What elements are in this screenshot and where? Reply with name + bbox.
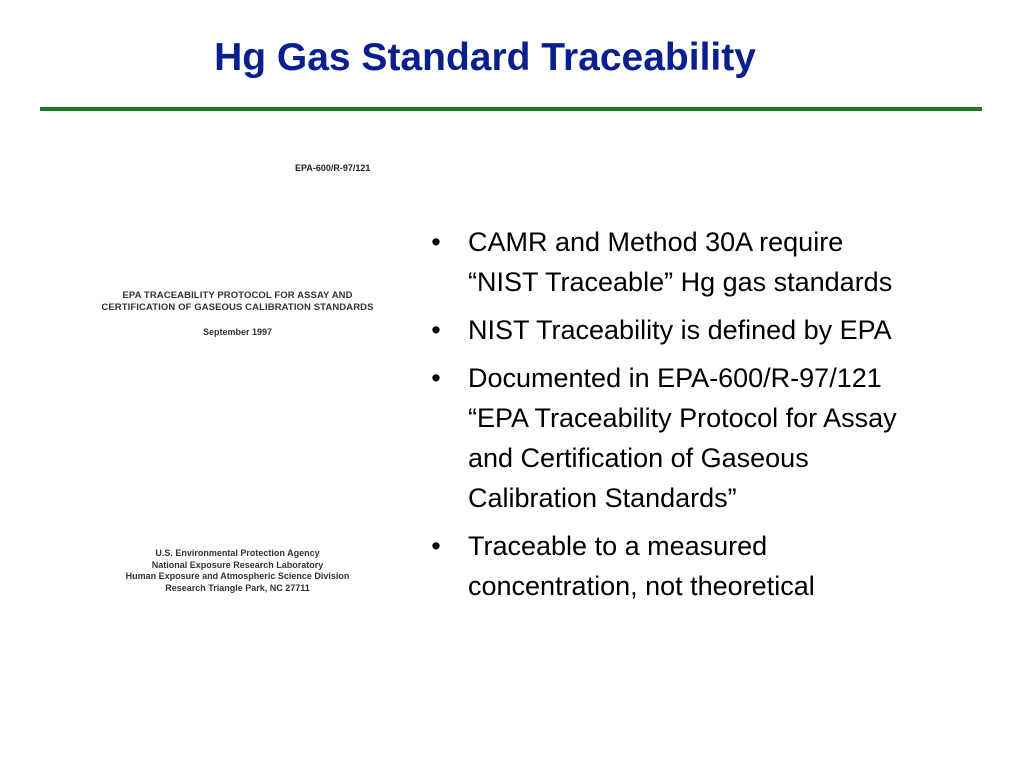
bullet-item — [426, 222, 1016, 302]
bullet-marker: • — [431, 315, 441, 345]
document-title-line: EPA TRACEABILITY PROTOCOL FOR ASSAY AND — [122, 290, 353, 301]
bullet-text-line: “EPA Traceability Protocol for Assay — [468, 403, 897, 433]
bullet-text-line: and Certification of Gaseous — [468, 443, 809, 473]
slide-title: Hg Gas Standard Traceability — [214, 36, 756, 79]
bullet-text-line: Calibration Standards” — [468, 483, 737, 513]
document-title — [60, 290, 415, 314]
document-title-line: CERTIFICATION OF GASEOUS CALIBRATION STANDARDS — [101, 302, 374, 313]
bullet-item — [426, 358, 1016, 518]
bullet-text-line: Documented in EPA-600/R-97/121 — [468, 363, 882, 393]
title-underline — [40, 107, 982, 111]
bullet-text-line: Traceable to a measured — [468, 531, 768, 561]
agency-line: U.S. Environmental Protection Agency — [155, 548, 320, 558]
document-date: September 1997 — [202, 327, 273, 337]
agency-line: National Exposure Research Laboratory — [151, 559, 324, 570]
bullet-text-line: CAMR and Method 30A require — [468, 227, 844, 257]
bullet-text-line: NIST Traceability is defined by EPA — [468, 315, 892, 345]
bullet-item — [426, 526, 1016, 606]
bullet-item — [426, 310, 1016, 350]
bullet-marker: • — [431, 227, 441, 257]
bullet-text-line: concentration, not theoretical — [468, 571, 815, 601]
document-agency-block — [60, 548, 415, 594]
agency-line: Human Exposure and Atmospheric Science Division — [125, 571, 350, 581]
document-cover-image — [60, 150, 420, 620]
bullet-marker: • — [431, 363, 441, 393]
agency-line: Research Triangle Park, NC 27711 — [165, 582, 310, 593]
bullet-text-line: “NIST Traceable” Hg gas standards — [468, 267, 893, 297]
document-number: EPA-600/R-97/121 — [295, 163, 371, 173]
bullet-list — [426, 222, 1016, 614]
bullet-marker: • — [431, 531, 441, 561]
